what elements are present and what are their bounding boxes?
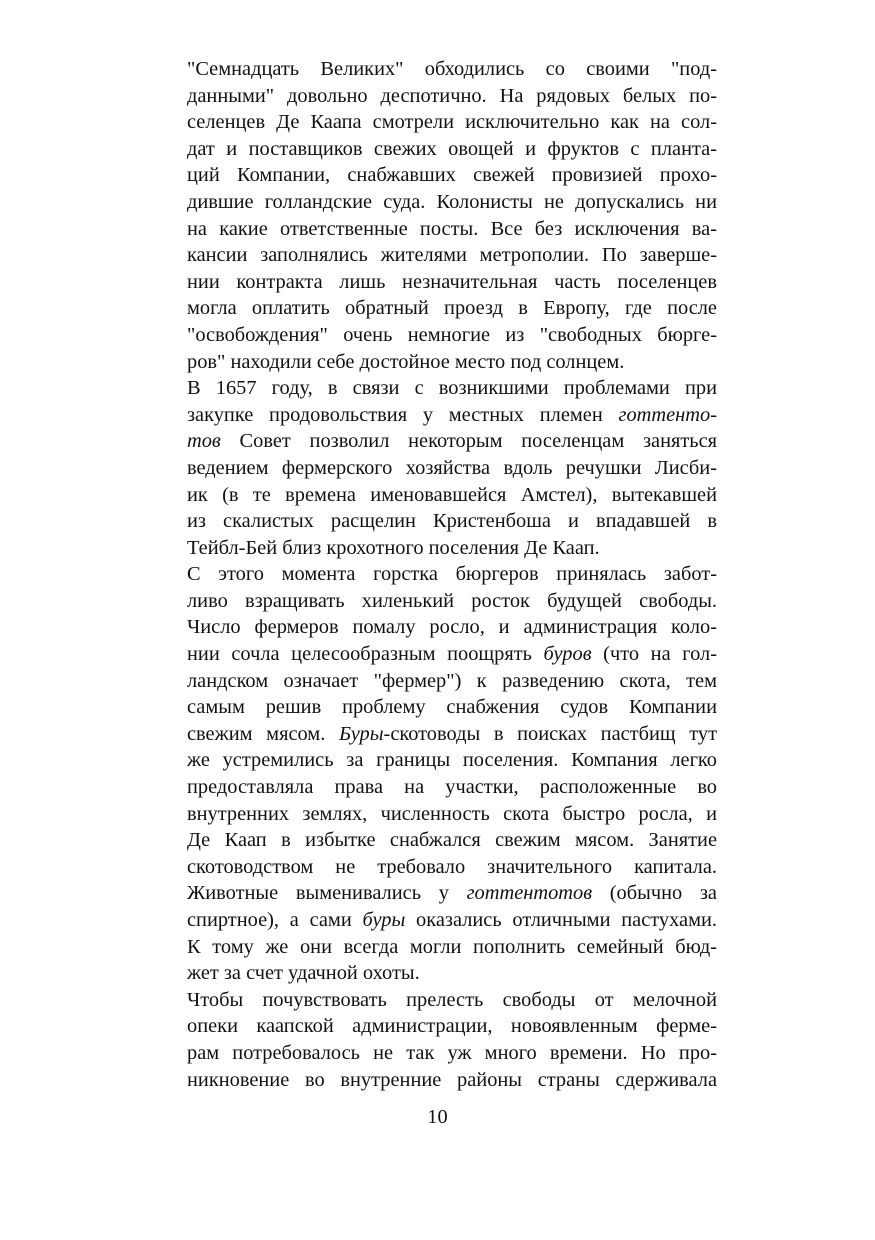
- text-line: скотоводством не требовало значительного капитала.: [187, 855, 717, 878]
- text-line: ливо взращивать хиленький росток будущей свободы.: [187, 589, 717, 612]
- text-line: селенцев Де Каапа смотрели исключительно как на сол-: [187, 111, 717, 134]
- text-line: самым решив проблему снабжения судов Компании: [187, 696, 717, 719]
- text-line: никновение во внутренние районы страны сдерживала: [187, 1068, 717, 1091]
- text-line: "Семнадцать Великих" обходились со своими "под-: [187, 58, 717, 80]
- text-line: В 1657 году, в связи с возникшими проблемами при: [187, 377, 717, 400]
- text-line: спиртное), а сами буры оказались отличными пастухами.: [187, 909, 717, 931]
- text-line: опеки каапской администрации, новоявленным ферме-: [187, 1015, 717, 1038]
- text-line: ций Компании, снабжавших свежей провизией прохо-: [187, 164, 717, 187]
- italic-term: буров: [543, 643, 592, 666]
- text-line: дившие голландские суда. Колонисты не допускались ни: [187, 190, 717, 213]
- text-line: рам потребовалось не так уж много времени. Но про-: [187, 1041, 717, 1064]
- text-line: Животные выменивались у готтентотов (обычно за: [187, 882, 717, 905]
- paragraph-3: [157, 561, 717, 987]
- paragraph-1: [157, 56, 717, 375]
- text-line: К тому же они всегда могли пополнить семейный бюд-: [187, 935, 717, 958]
- text-line: предоставляла права на участки, расположенные во: [187, 776, 717, 799]
- text-line: свежим мясом. Буры-скотоводы в поисках пастбищ тут: [187, 722, 717, 745]
- text-line: С этого момента горстка бюргеров принялась забот-: [187, 563, 717, 586]
- text-line: кансии заполнялись жителями метрополии. По заверше-: [187, 244, 717, 267]
- text-line: ландском означает "фермер") к разведению скота, тем: [187, 669, 717, 692]
- text-line: же устремились за границы поселения. Компания легко: [187, 749, 717, 772]
- italic-term: тов: [187, 430, 221, 453]
- text-line: Тейбл-Бей близ крохотного поселения Де Каап.: [187, 536, 600, 559]
- text-line: ведением фермерского хозяйства вдоль речушки Лисби-: [187, 456, 717, 479]
- italic-term: буры: [362, 909, 406, 931]
- text-line: внутренних землях, численность скота быстро росла, и: [187, 802, 717, 825]
- text-line: данными" довольно деспотично. На рядовых белых по-: [187, 84, 717, 107]
- text-line: Де Каап в избытке снабжался свежим мясом. Занятие: [187, 829, 717, 852]
- text-line: Число фермеров помалу росло, и администрация коло-: [187, 616, 717, 639]
- paragraph-2: [157, 375, 717, 561]
- text-line: "освобождения" очень немногие из "свободных бюрге-: [187, 323, 717, 346]
- text-line: дат и поставщиков свежих овощей и фруктов с планта-: [187, 137, 717, 160]
- text-line: могла оплатить обратный проезд в Европу, где после: [187, 297, 717, 320]
- text-line: ров" находили себе достойное место под солнцем.: [187, 350, 625, 373]
- text-line: жет за счет удачной охоты.: [187, 962, 420, 985]
- text-line: из скалистых расщелин Кристенбоша и впадавшей в: [187, 510, 717, 533]
- text-line: нии контракта лишь незначительная часть поселенцев: [187, 270, 717, 293]
- text-line: тов Совет позволил некоторым поселенцам заняться: [187, 430, 717, 453]
- text-line: Чтобы почувствовать прелесть свободы от мелочной: [187, 988, 717, 1011]
- italic-term: готтентотов: [466, 882, 593, 905]
- paragraph-4: [157, 987, 717, 1093]
- text-line: закупке продовольствия у местных племен готтенто-: [187, 403, 717, 426]
- italic-term: готтенто-: [618, 403, 717, 426]
- text-line: на какие ответственные посты. Все без исключения ва-: [187, 217, 717, 240]
- page-body: [157, 56, 717, 1093]
- italic-term: Буры: [338, 722, 384, 745]
- text-line: ик (в те времена именовавшейся Амстел), вытекавшей: [187, 483, 717, 506]
- page-number: 10: [427, 1106, 448, 1128]
- text-line: нии сочла целесообразным поощрять буров (что на гол-: [187, 643, 717, 666]
